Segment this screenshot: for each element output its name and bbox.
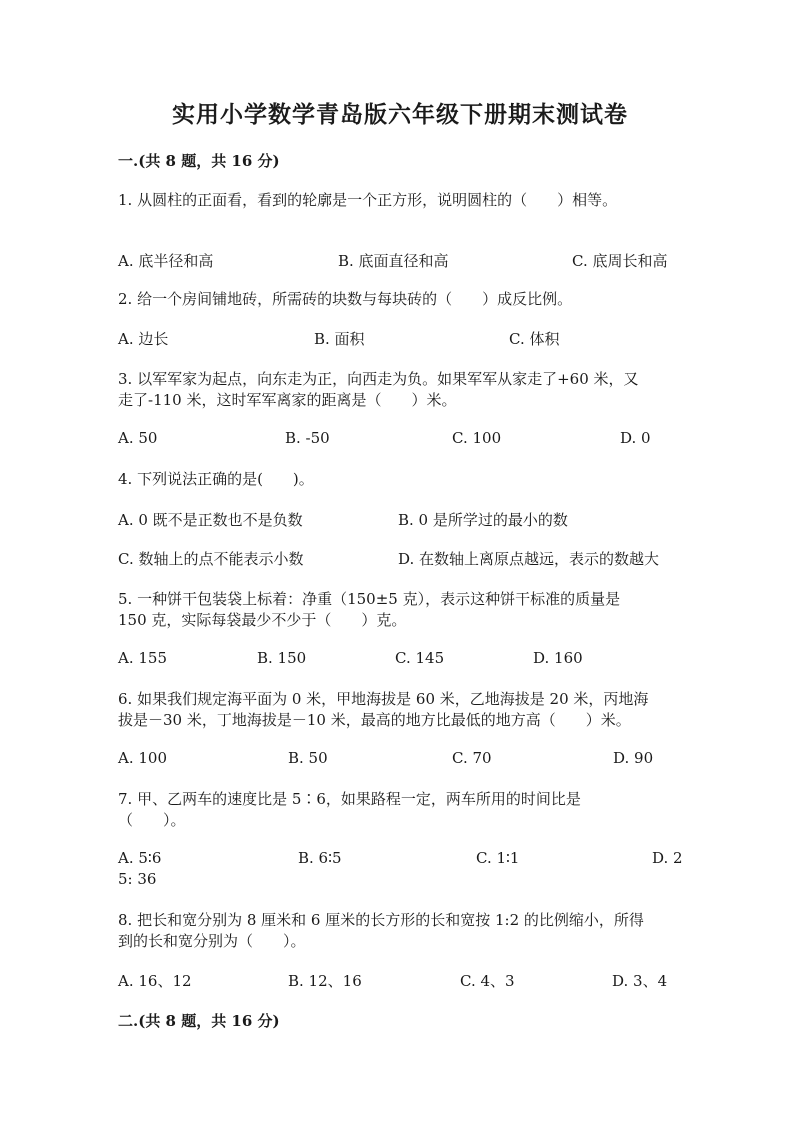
q7-option-b: B. 6∶5 [298, 849, 342, 867]
q3-option-d: D. 0 [620, 429, 651, 447]
question-3-text-line-2: 走了-110 米，这时军军离家的距离是（ ）米。 [118, 391, 457, 409]
q7-option-d: D. 2 [652, 849, 683, 867]
q8-option-b: B. 12、16 [288, 972, 362, 990]
question-6-text-line-1: 6. 如果我们规定海平面为 0 米，甲地海拔是 60 米，乙地海拔是 20 米，丙地海 [118, 690, 649, 708]
q1-option-a: A. 底半径和高 [118, 252, 214, 270]
question-8-text-line-2: 到的长和宽分别为（ ）。 [118, 932, 306, 950]
q5-option-c: C. 145 [395, 649, 445, 667]
question-1-text: 1. 从圆柱的正面看，看到的轮廓是一个正方形，说明圆柱的（ ）相等。 [118, 191, 618, 209]
question-5-text-line-2: 150 克，实际每袋最少不少于（ ）克。 [118, 611, 407, 629]
question-4-text: 4. 下列说法正确的是( )。 [118, 470, 314, 488]
question-3-text-line-1: 3. 以军军家为起点，向东走为正，向西走为负。如果军军从家走了+60 米，又 [118, 370, 639, 388]
q3-option-b: B. -50 [285, 429, 330, 447]
question-7-text-line-1: 7. 甲、乙两车的速度比是 5∶6，如果路程一定，两车所用的时间比是 [118, 790, 581, 808]
q2-option-a: A. 边长 [118, 330, 169, 348]
q1-option-c: C. 底周长和高 [572, 252, 668, 270]
q5-option-b: B. 150 [257, 649, 307, 667]
section-heading-2: 二.(共 8 题，共 16 分) [118, 1012, 280, 1030]
page-title: 实用小学数学青岛版六年级下册期末测试卷 [172, 101, 628, 128]
q4-option-a: A. 0 既不是正数也不是负数 [118, 511, 303, 529]
q7-option-c: C. 1∶1 [476, 849, 520, 867]
question-2-text: 2. 给一个房间铺地砖，所需砖的块数与每块砖的（ ）成反比例。 [118, 290, 573, 308]
q7-option-a: A. 5∶6 [118, 849, 162, 867]
question-6-text-line-2: 拔是－30 米，丁地海拔是－10 米，最高的地方比最低的地方高（ ）米。 [118, 711, 631, 729]
q4-option-d: D. 在数轴上离原点越远，表示的数越大 [398, 550, 660, 568]
q6-option-a: A. 100 [118, 749, 167, 767]
question-7-text-line-2: （ ）。 [118, 811, 186, 829]
q6-option-c: C. 70 [452, 749, 492, 767]
q6-option-b: B. 50 [288, 749, 328, 767]
q5-option-a: A. 155 [118, 649, 167, 667]
q8-option-c: C. 4、3 [460, 972, 515, 990]
q7-option-d-continuation: 5: 36 [118, 870, 157, 888]
q6-option-d: D. 90 [613, 749, 654, 767]
q3-option-a: A. 50 [118, 429, 158, 447]
q5-option-d: D. 160 [533, 649, 583, 667]
q4-option-c: C. 数轴上的点不能表示小数 [118, 550, 304, 568]
question-5-text-line-1: 5. 一种饼干包装袋上标着：净重（150±5 克），表示这种饼干标准的质量是 [118, 590, 621, 608]
q8-option-d: D. 3、4 [612, 972, 668, 990]
q4-option-b: B. 0 是所学过的最小的数 [398, 511, 568, 529]
q8-option-a: A. 16、12 [118, 972, 192, 990]
q1-option-b: B. 底面直径和高 [338, 252, 449, 270]
section-heading-1: 一.(共 8 题，共 16 分) [118, 152, 280, 170]
q3-option-c: C. 100 [452, 429, 502, 447]
q2-option-b: B. 面积 [314, 330, 365, 348]
question-8-text-line-1: 8. 把长和宽分别为 8 厘米和 6 厘米的长方形的长和宽按 1:2 的比例缩小，所得 [118, 911, 644, 929]
q2-option-c: C. 体积 [509, 330, 560, 348]
